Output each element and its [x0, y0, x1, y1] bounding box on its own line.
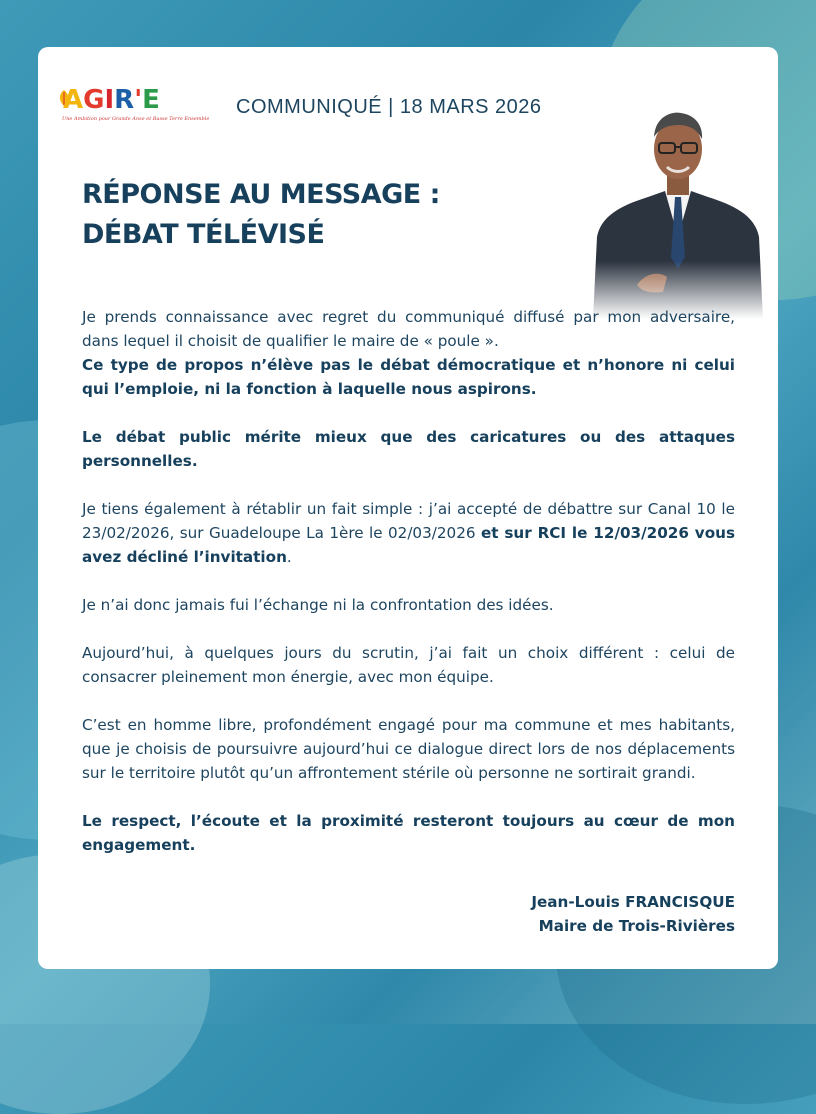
signature-block [531, 890, 735, 938]
paragraph-1: Je prends connaissance avec regret du communiqué diffusé par mon adversaire, dans lequel il choisit de qualifier le maire de « poule ». Ce type de propos n’élève pas le débat démocratique et n’honore ni celui qui l’emploie, ni la fonction à laquelle nous aspirons. [82, 308, 735, 398]
paragraph-4: Je n’ai donc jamais fui l’échange ni la confrontation des idées. [82, 596, 554, 614]
headline-line-1: RÉPONSE AU MESSAGE : [82, 179, 440, 210]
logo-wordmark: AGIR'E [63, 85, 160, 115]
paragraph-3: Je tiens également à rétablir un fait simple : j’ai accepté de débattre sur Canal 10 le 23/02/2026, sur Guadeloupe La 1ère le 02/03/2026 et sur RCI le 12/03/2026 vous avez décliné l’invitation. [82, 500, 735, 566]
signature-role: Maire de Trois-Rivières [538, 917, 735, 935]
agire-logo [59, 85, 210, 129]
paragraph-6: C’est en homme libre, profondément engagé pour ma commune et mes habitants, que je choisis de poursuivre aujourd’hui ce dialogue direct lors de nos déplacements sur le territoire plutôt qu’un affrontement stérile où personne ne sortirait grandi. [82, 716, 735, 782]
communique-card [38, 47, 778, 969]
paragraph-5: Aujourd’hui, à quelques jours du scrutin, j’ai fait un choix différent : celui de consacrer pleinement mon énergie, avec mon équipe. [82, 644, 735, 686]
communique-date-header: COMMUNIQUÉ | 18 MARS 2026 [236, 96, 542, 118]
signature-name: Jean-Louis FRANCISQUE [531, 893, 735, 911]
paragraph-2: Le débat public mérite mieux que des caricatures ou des attaques personnelles. [82, 428, 735, 470]
communique-body [82, 305, 735, 881]
logo-tagline: Une Ambition pour Grande Anse et Basse Terre Ensemble [62, 116, 210, 122]
mayor-portrait [593, 87, 763, 319]
paragraph-7: Le respect, l’écoute et la proximité resteront toujours au cœur de mon engagement. [82, 812, 735, 854]
headline [82, 175, 440, 255]
headline-line-2: DÉBAT TÉLÉVISÉ [82, 219, 325, 250]
